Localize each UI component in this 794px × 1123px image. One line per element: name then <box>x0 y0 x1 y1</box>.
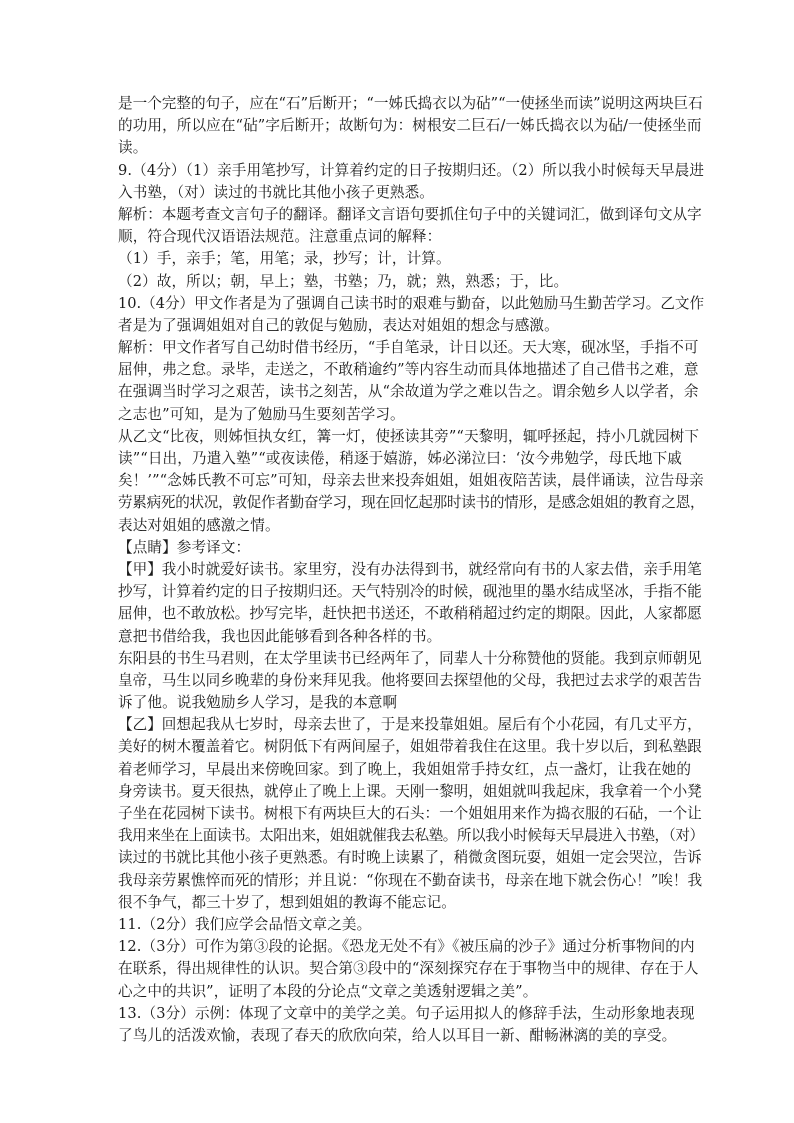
text-line: 11.（2分）我们应学会品悟文章之美。 <box>118 915 372 933</box>
answer-text-body <box>118 93 704 1047</box>
text-line: 【点睛】参考译文： <box>118 538 251 556</box>
text-line: 屈伸，也不敢放松。抄写完毕，赶快把书送还，不敢稍稍超过约定的期限。因此，人家都愿 <box>118 605 702 623</box>
text-line: 我母亲劳累憔悴而死的情形；并且说：“你现在不勤奋读书，母亲在地下就会伤心！”唉！我 <box>118 871 703 889</box>
text-line: 者是为了强调姐姐对自己的敦促与勉励，表达对姐姐的想念与感激。 <box>118 316 559 334</box>
text-line: 是一个完整的句子，应在“石”后断开；“一姊氏捣衣以为砧”“一使拯坐而读”说明这两块巨石 <box>118 95 703 112</box>
text-line: 皇帝，马生以同乡晚辈的身份来拜见我。他将要回去探望他的父母，我把过去求学的艰苦告 <box>118 671 702 689</box>
text-line: （2）故，所以；朝，早上；塾，书塾；乃，就；熟，熟悉；于，比。 <box>118 272 569 290</box>
text-line: 读过的书就比其他小孩子更熟悉。有时晚上读累了，稍微贪图玩耍，姐姐一定会哭泣，告诉 <box>118 849 702 867</box>
text-line: 从乙文“比夜，则姊恒执女红，篝一灯，使拯读其旁”“天黎明，辄呼拯起，持小几就园树下 <box>118 427 700 445</box>
text-line: 读”“日出，乃遣入塾”“或夜读倦，稍逐于嬉游，姊必涕泣曰：‘汝今弗勉学，母氏地下戚 <box>118 450 682 467</box>
text-line: 美好的树木覆盖着它。树阴低下有两间屋子，姐姐带着我住在这里。我十岁以后，到私塾跟 <box>118 738 702 756</box>
text-line: （1）手，亲手；笔，用笔；录，抄写；计，计算。 <box>118 250 451 268</box>
text-line: 表达对姐姐的感激之情。 <box>118 516 280 534</box>
text-line: 东阳县的书生马君则，在太学里读书已经两年了，同辈人十分称赞他的贤能。我到京师朝见 <box>118 649 702 667</box>
text-line: 了鸟儿的活泼欢愉，表现了春天的欣欣向荣，给人以耳目一新、酣畅淋漓的美的享受。 <box>118 1026 677 1044</box>
text-line: 解析：本题考查文言句子的翻译。翻译文言语句要抓住句子中的关键词汇，做到译句文从字 <box>118 205 702 223</box>
text-line: 9.（4分）（1）亲手用笔抄写，计算着约定的日子按期归还。（2）所以我小时候每天早晨进 <box>118 161 705 179</box>
text-line: 解析：甲文作者写自己幼时借书经历，“手自笔录，计日以还。天大寒，砚冰坚，手指不可 <box>118 339 699 357</box>
text-line: 之志也”可知，是为了勉励马生要刻苦学习。 <box>118 405 405 423</box>
text-line: 在强调当时学习之艰苦，读书之刻苦，从“余故道为学之难以告之。谓余勉乡人以学者，余 <box>118 383 699 401</box>
text-line: 诉了他。说我勉励乡人学习，是我的本意啊 <box>118 694 398 712</box>
text-line: 顺，符合现代汉语语法规范。注意重点词的解释： <box>118 228 442 246</box>
text-line: 意把书借给我，我也因此能够看到各种各样的书。 <box>118 627 442 645</box>
text-line: 身旁读书。夏天很热，就停止了晚上上课。天刚一黎明，姐姐就叫我起床，我拿着一个小凳 <box>118 782 702 800</box>
text-line: 屈伸，弗之怠。录毕，走送之，不敢稍逾约”等内容生动而具体地描述了自己借书之难，意 <box>118 361 699 379</box>
text-line: 在联系，得出规律性的认识。契合第③段中的“深刻探究存在于事物当中的规律、存在于人 <box>118 960 699 978</box>
text-line: 抄写，计算着约定的日子按期归还。天气特别冷的时候，砚池里的墨水结成坚冰，手指不能 <box>118 583 702 601</box>
text-line: 矣！’”“念姊氏教不可忘”可知，母亲去世来投奔姐姐，姐姐夜陪苦读，晨伴诵读，泣告母亲 <box>118 472 704 490</box>
text-line: 13.（3分）示例：体现了文章中的美学之美。句子运用拟人的修辞手法，生动形象地表现 <box>118 1004 695 1022</box>
text-line: 我用来坐在上面读书。太阳出来，姐姐就催我去私塾。所以我小时候每天早晨进入书塾，（对） <box>118 827 704 845</box>
text-line: 心之中的共识”，证明了本段的分论点“文章之美透射逻辑之美”。 <box>118 982 538 1000</box>
text-line: 劳累病死的状况，敦促作者勤奋学习，现在回忆起那时读书的情形，是感念姐姐的教育之恩， <box>118 494 705 512</box>
text-line: 10.（4分）甲文作者是为了强调自己读书时的艰难与勤奋，以此勉励马生勤苦学习。乙文作 <box>118 294 705 312</box>
text-line: 着老师学习，早晨出来傍晚回家。到了晚上，我姐姐常手持女红，点一盏灯，让我在她的 <box>118 760 692 778</box>
text-line: 12.（3分）可作为第③段的论据。《恐龙无处不有》《被压扁的沙子》通过分析事物间的内 <box>118 938 695 956</box>
text-line: 【甲】我小时就爱好读书。家里穷，没有办法得到书，就经常向有书的人家去借，亲手用笔 <box>118 560 702 578</box>
text-line: 【乙】回想起我从七岁时，母亲去世了，于是来投靠姐姐。屋后有个小花园，有几丈平方， <box>118 716 702 734</box>
text-line: 读。 <box>118 139 148 157</box>
text-line: 很不争气，都三十岁了，想到姐姐的教诲不能忘记。 <box>118 893 456 911</box>
text-line: 子坐在花园树下读书。树根下有两块巨大的石头：一个姐姐用来作为捣衣服的石砧，一个让 <box>118 805 702 822</box>
text-line: 入书塾，（对）读过的书就比其他小孩子更熟悉。 <box>118 183 434 201</box>
text-line: 的功用，所以应在“砧”字后断开；故断句为：树根安二巨石/一姊氏捣衣以为砧/一使拯坐而 <box>118 117 702 135</box>
